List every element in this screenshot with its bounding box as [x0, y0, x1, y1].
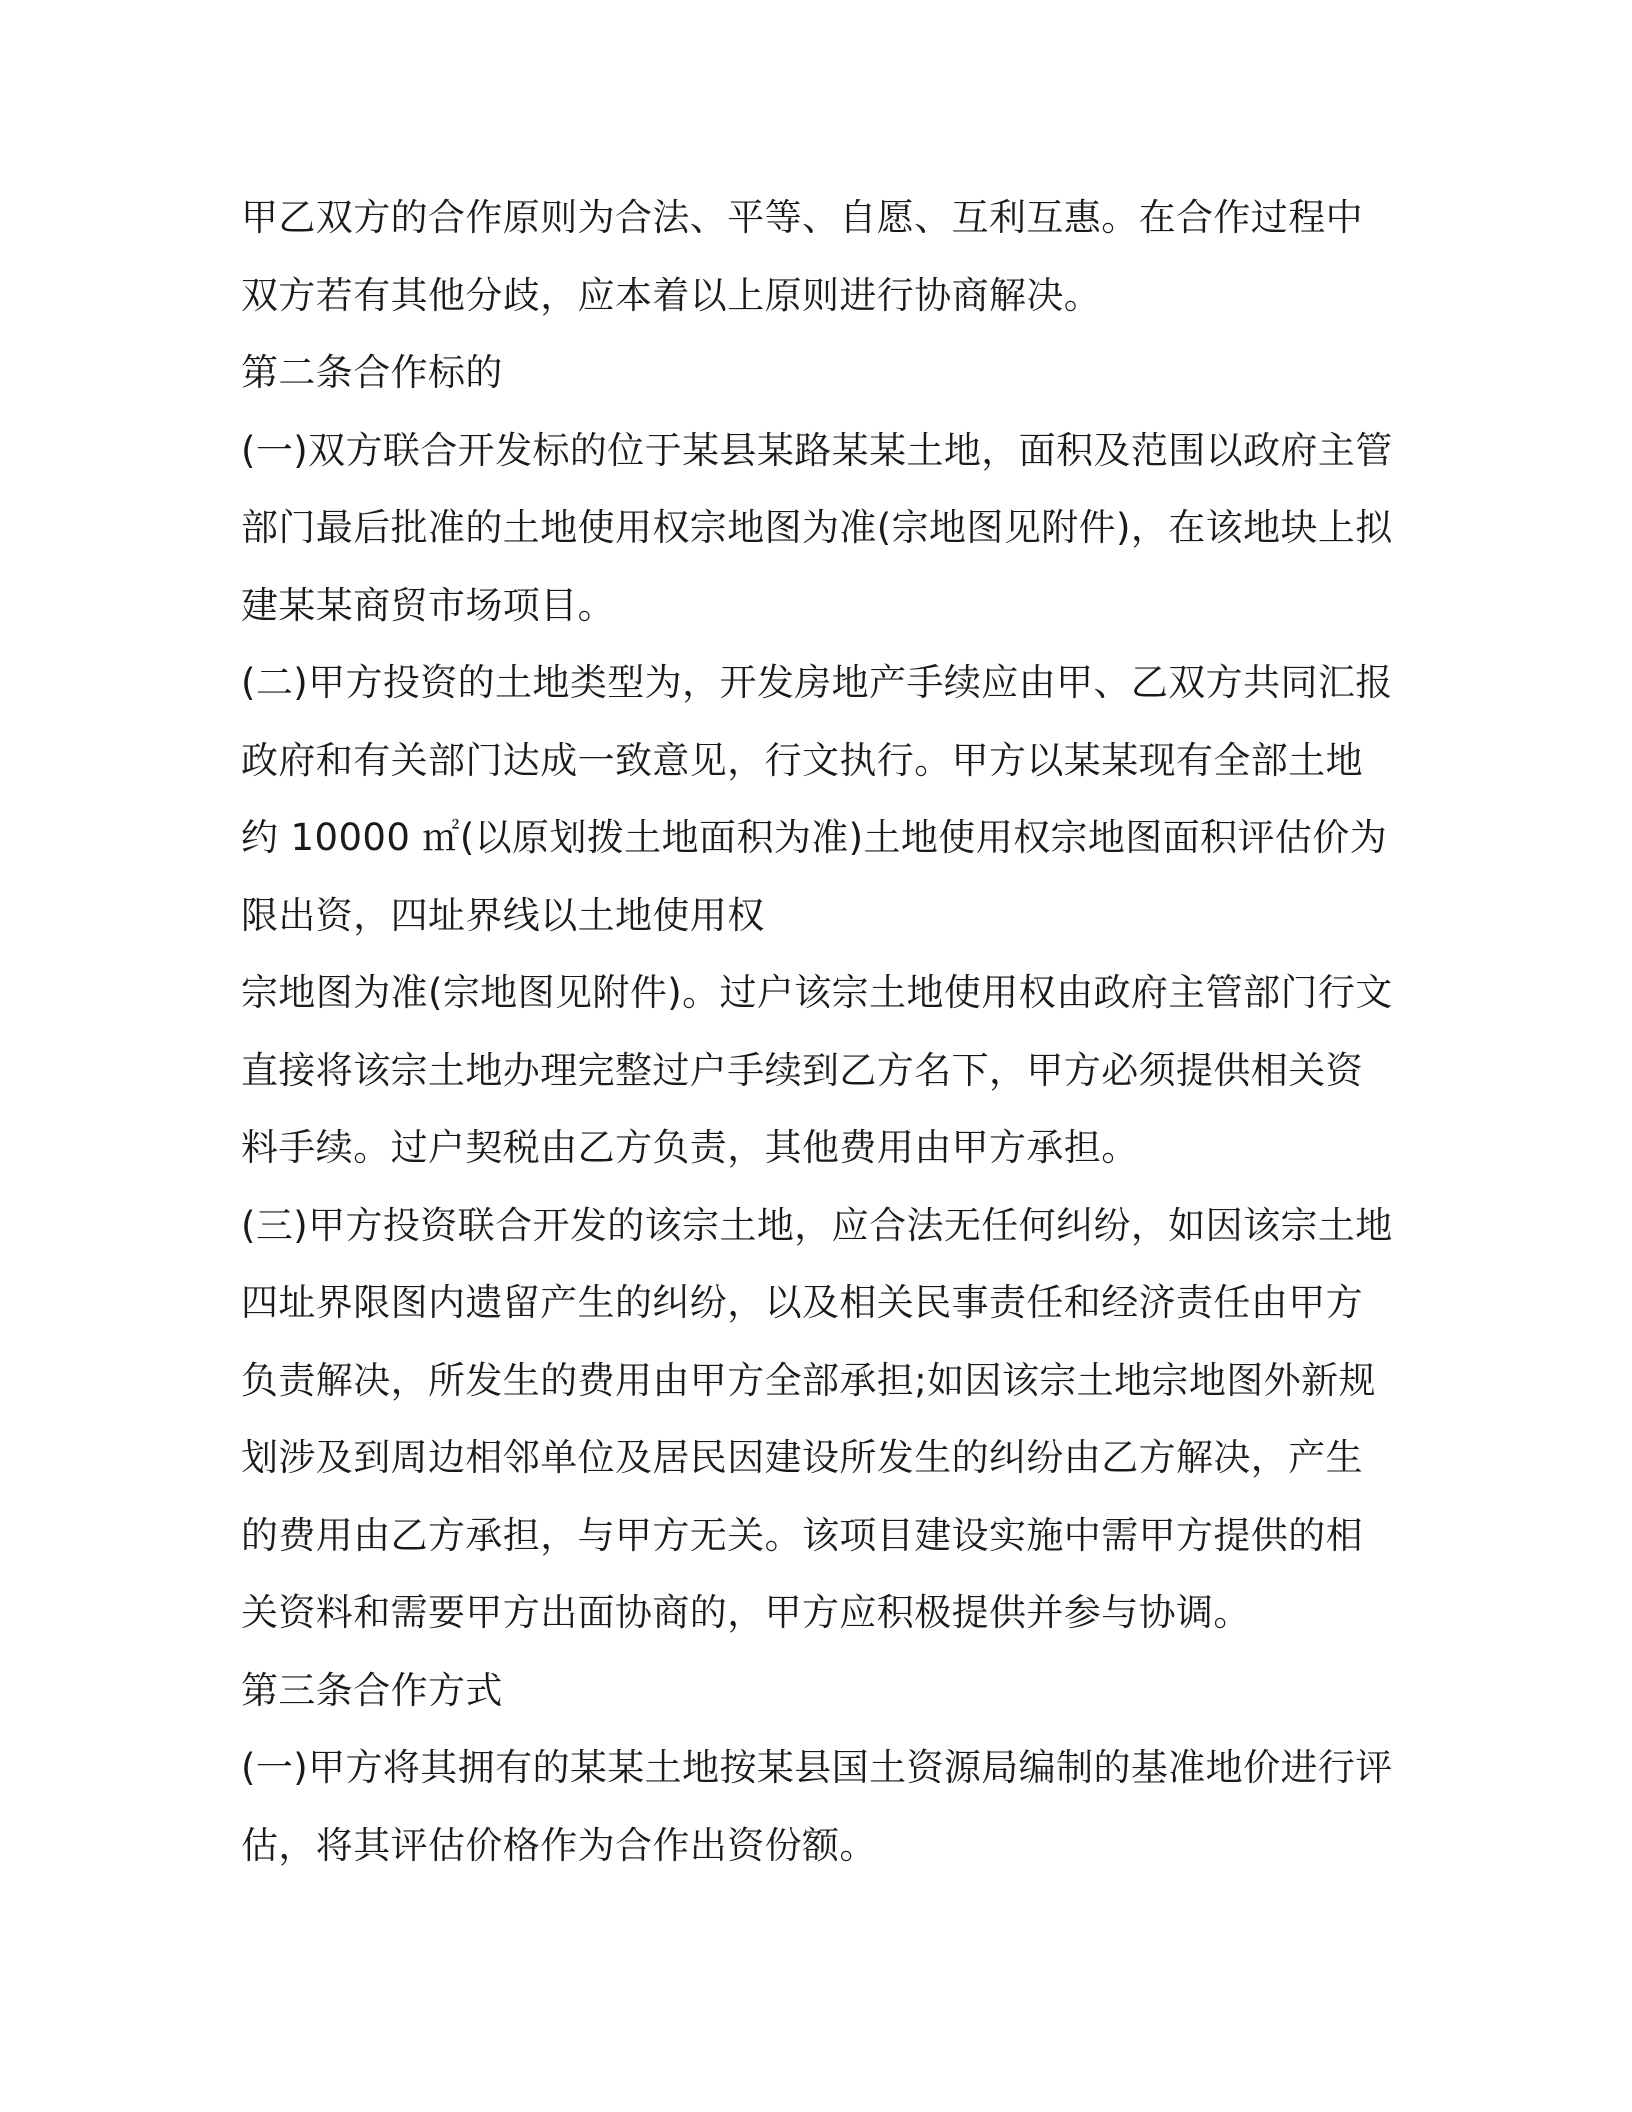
paragraph-line: 宗地图为准(宗地图见附件)。过户该宗土地使用权由政府主管部门行文 — [241, 971, 1393, 1014]
paragraph-line: 限出资，四址界线以土地使用权 — [241, 893, 765, 937]
paragraph-line: (二)甲方投资的土地类型为，开发房地产手续应由甲、乙双方共同汇报 — [241, 661, 1393, 704]
paragraph-line: (三)甲方投资联合开发的该宗土地，应合法无任何纠纷，如因该宗土地 — [241, 1203, 1393, 1247]
paragraph-line: 的费用由乙方承担，与甲方无关。该项目建设实施中需甲方提供的相 — [241, 1513, 1363, 1557]
paragraph-line: 关资料和需要甲方出面协商的，甲方应积极提供并参与协调。 — [241, 1591, 1251, 1634]
paragraph-line: 双方若有其他分歧，应本着以上原则进行协商解决。 — [241, 273, 1102, 317]
paragraph-line: 建某某商贸市场项目。 — [241, 583, 615, 627]
paragraph-line: 甲乙双方的合作原则为合法、平等、自愿、互利互惠。在合作过程中 — [241, 196, 1363, 239]
paragraph-line: (一)双方联合开发标的位于某县某路某某土地，面积及范围以政府主管 — [241, 428, 1393, 472]
paragraph-line: 直接将该宗土地办理完整过户手续到乙方名下，甲方必须提供相关资 — [241, 1048, 1363, 1092]
paragraph-line: 约 10000 ㎡(以原划拨土地面积为准)土地使用权宗地图面积评估价为 — [241, 816, 1388, 859]
section-heading: 第二条合作标的 — [241, 351, 503, 394]
paragraph-line: 政府和有关部门达成一致意见，行文执行。甲方以某某现有全部土地 — [241, 738, 1363, 782]
paragraph-line: 部门最后批准的土地使用权宗地图为准(宗地图见附件)，在该地块上拟 — [241, 506, 1393, 549]
paragraph-line: 估，将其评估价格作为合作出资份额。 — [241, 1823, 877, 1867]
section-heading: 第三条合作方式 — [241, 1668, 503, 1712]
paragraph-line: 负责解决，所发生的费用由甲方全部承担;如因该宗土地宗地图外新规 — [241, 1358, 1376, 1402]
document-body — [241, 186, 1401, 1891]
paragraph-line: (一)甲方将其拥有的某某土地按某县国土资源局编制的基准地价进行评 — [241, 1746, 1393, 1789]
paragraph-line: 料手续。过户契税由乙方负责，其他费用由甲方承担。 — [241, 1126, 1139, 1169]
paragraph-line: 四址界限图内遗留产生的纠纷，以及相关民事责任和经济责任由甲方 — [241, 1281, 1363, 1324]
paragraph-line: 划涉及到周边相邻单位及居民因建设所发生的纠纷由乙方解决，产生 — [241, 1436, 1363, 1479]
